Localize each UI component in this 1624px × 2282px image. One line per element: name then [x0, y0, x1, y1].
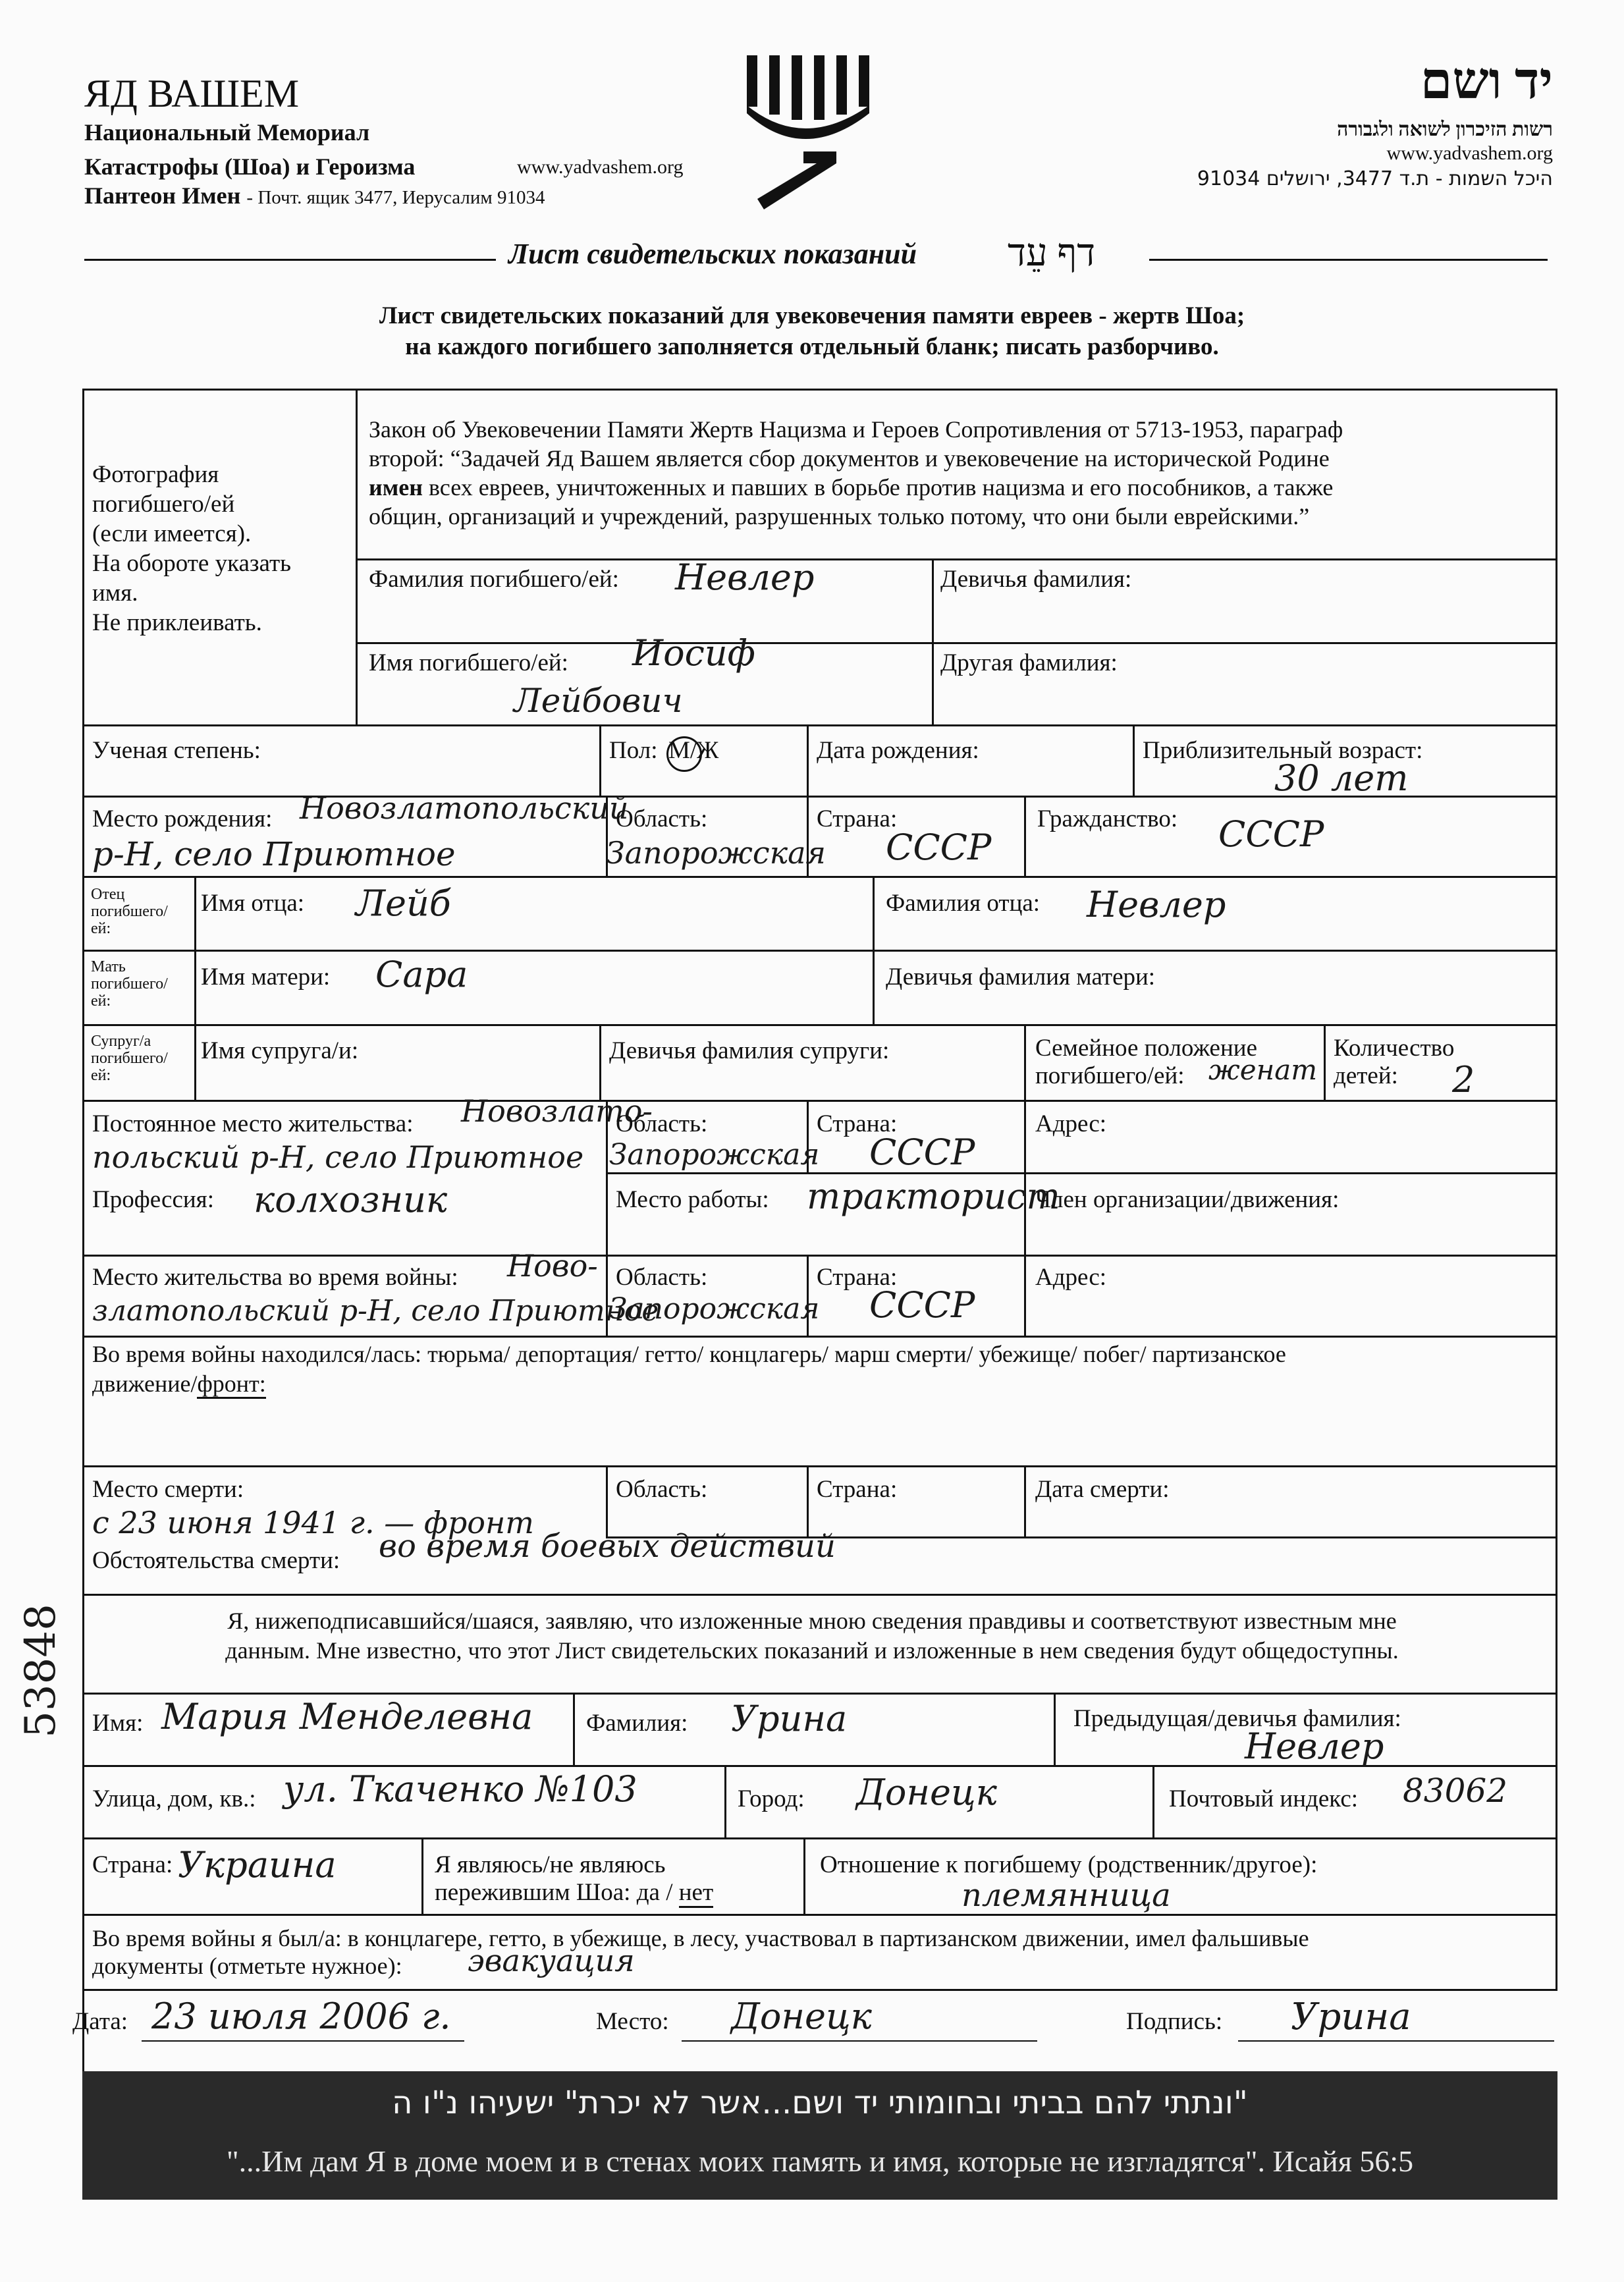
death-country-label: Страна:	[817, 1476, 898, 1503]
mother-name[interactable]: Сара	[375, 954, 468, 995]
signature[interactable]: Урина	[1291, 1996, 1411, 2038]
birth-region[interactable]: Запорожская	[606, 835, 826, 871]
signature-label: Подпись:	[1126, 2008, 1223, 2035]
sub-name[interactable]: Мария Менделевна	[161, 1696, 533, 1737]
death-date-label: Дата смерти:	[1035, 1476, 1170, 1503]
law-line3-rest: всех евреев, уничтоженных и павших в борьбе против нацизма и его пособников, а также	[422, 474, 1334, 501]
workplace[interactable]: тракторист	[807, 1176, 1060, 1217]
quote-ru: "...Им дам Я в доме моем и в стенах моих память и имя, которые не изгладятся". Исайя 56:5	[226, 2144, 1414, 2178]
perm-region[interactable]: Запорожская	[609, 1138, 820, 1172]
declaration-1: Я, нижеподписавшийся/шаяся, заявляю, что изложенные мною сведения правдивы и соответствуют известным мне	[227, 1608, 1397, 1634]
sub-prev[interactable]: Невлер	[1245, 1725, 1384, 1767]
sub-war-label-2: документы (отметьте нужное):	[92, 1953, 402, 1979]
law-line4: общин, организаций и учреждений, разрушенных только потому, что они были еврейскими.”	[369, 503, 1310, 530]
survivor-label-2	[435, 1878, 713, 1907]
site-left: www.yadvashem.org	[517, 156, 684, 178]
marital-status[interactable]: женат	[1208, 1054, 1318, 1086]
photo-l1: Фотография	[92, 461, 219, 488]
sub-street[interactable]: ул. Ткаченко №103	[283, 1768, 637, 1810]
instructions-2: на каждого погибшего заполняется отдельный бланк; писать разборчиво.	[405, 333, 1219, 360]
war-status-text-2	[92, 1370, 266, 1398]
quote-he: "ונתתי להם בביתי ובחומותי יד ושם...אשר לא יכרת" ישעיהו נ"ו ה	[392, 2084, 1248, 2121]
quote-banner	[82, 2071, 1557, 2200]
law-line1: Закон об Увековечении Памяти Жертв Нацизма и Героев Сопротивления от 5713-1953, параграф	[369, 416, 1343, 443]
victim-other-label: Другая фамилия:	[940, 649, 1118, 676]
father-surname[interactable]: Невлер	[1087, 884, 1226, 925]
father-surname-label: Фамилия отца:	[886, 890, 1041, 917]
children-label-2: детей:	[1334, 1062, 1398, 1089]
archive-number: 53848	[16, 1604, 65, 1738]
title-rule-right	[1149, 259, 1548, 261]
instructions-1: Лист свидетельских показаний для увековечения памяти евреев - жертв Шоа;	[379, 302, 1245, 329]
father-name[interactable]: Лейб	[356, 883, 451, 924]
perm-country[interactable]: СССР	[869, 1131, 975, 1173]
marital-label-1: Семейное положение	[1035, 1035, 1257, 1062]
org-pantheon: Пантеон Имен	[84, 182, 241, 209]
degree-label: Ученая степень:	[92, 737, 261, 764]
perm-address-label: Адрес:	[1035, 1110, 1107, 1137]
law-bold-word: имен	[369, 474, 423, 501]
sub-war-label-1: Во время войны я был/а: в концлагере, гетто, в убежище, в лесу, участвовал в партизанском движении, имел фальшивые	[92, 1925, 1309, 1951]
death-circ-label: Обстоятельства смерти:	[92, 1547, 340, 1574]
he-line4: היכל השמות - ת.ד 3477, ירושלים 91034	[1197, 167, 1553, 190]
war-status-front[interactable]: фронт:	[197, 1371, 265, 1399]
survivor-label-1: Я являюсь/не являюсь	[435, 1851, 666, 1878]
sub-war-value[interactable]: эвакуация	[468, 1943, 635, 1978]
birthplace-label: Место рождения:	[92, 805, 273, 832]
death-place[interactable]: с 23 июня 1941 г. — фронт	[92, 1505, 534, 1540]
children-count[interactable]: 2	[1452, 1059, 1475, 1100]
spouse-side-label: Супруг/а погибшего/ ей:	[91, 1033, 168, 1084]
death-circumstances[interactable]: во время боевых действий	[379, 1528, 836, 1565]
children-label-1: Количество	[1334, 1035, 1455, 1062]
citizenship-label: Гражданство:	[1037, 805, 1178, 832]
sign-place[interactable]: Донецк	[731, 1996, 872, 2037]
dob-label: Дата рождения:	[817, 737, 979, 764]
war-status-a: движение/	[92, 1371, 198, 1397]
profession[interactable]: колхозник	[254, 1179, 448, 1220]
victim-age[interactable]: 30 лет	[1274, 757, 1409, 799]
war-residence-label: Место жительства во время войны:	[92, 1264, 458, 1291]
mother-side-label: Мать погибшего/ ей:	[91, 958, 168, 1010]
birth-region-label: Область:	[616, 805, 708, 832]
war-country-label: Страна:	[817, 1264, 898, 1291]
survivor-no[interactable]: нет	[679, 1879, 713, 1908]
sub-prev-label: Предыдущая/девичья фамилия:	[1073, 1705, 1401, 1732]
perm-region-label: Область:	[616, 1110, 708, 1137]
age-label: Приблизительный возраст:	[1143, 737, 1423, 764]
photo-l5: имя.	[92, 580, 138, 607]
victim-name-label: Имя погибшего/ей:	[369, 649, 568, 676]
sign-date[interactable]: 23 июля 2006 г.	[151, 1996, 451, 2037]
victim-name[interactable]: Иосиф	[632, 632, 755, 674]
war-region[interactable]: Запорожская	[609, 1292, 820, 1326]
sub-zip[interactable]: 83062	[1403, 1772, 1508, 1810]
victim-maiden-label: Девичья фамилия:	[940, 566, 1132, 593]
law-line3	[369, 473, 1343, 502]
mother-maiden-label: Девичья фамилия матери:	[886, 964, 1156, 991]
yad-vashem-logo	[738, 53, 889, 217]
citizenship[interactable]: СССР	[1218, 813, 1324, 855]
birth-country-label: Страна:	[817, 805, 898, 832]
date-line	[142, 2040, 464, 2042]
form-title-he: דף עֵד	[1008, 231, 1096, 274]
member-label: Член организации/движения:	[1035, 1186, 1340, 1213]
birth-country[interactable]: СССР	[886, 827, 992, 868]
date-label: Дата:	[72, 2008, 128, 2035]
perm-residence-2[interactable]: польский р-Н, село Приютное	[92, 1139, 584, 1175]
relation[interactable]: племянница	[961, 1877, 1171, 1914]
sub-city-label: Город:	[738, 1785, 805, 1812]
victim-surname[interactable]: Невлер	[675, 557, 815, 598]
spouse-name-label: Имя супруга/и:	[201, 1037, 359, 1064]
sub-surname[interactable]: Урина	[731, 1698, 848, 1739]
org-line3: Катастрофы (Шоа) и Героизма	[84, 153, 416, 180]
sub-name-label: Имя:	[92, 1710, 144, 1737]
postal-ru: - Почт. ящик 3477, Иерусалим 91034	[246, 187, 545, 208]
photo-l3: (если имеется).	[92, 520, 252, 547]
mother-name-label: Имя матери:	[201, 964, 331, 991]
sub-zip-label: Почтовый индекс:	[1169, 1785, 1359, 1812]
father-name-label: Имя отца:	[201, 890, 305, 917]
birthplace-2[interactable]: р-Н, село Приютное	[92, 835, 456, 873]
war-region-label: Область:	[616, 1264, 708, 1291]
victim-surname-label: Фамилия погибшего/ей:	[369, 566, 619, 593]
perm-country-label: Страна:	[817, 1110, 898, 1137]
photo-l6: Не приклеивать.	[92, 609, 262, 636]
photo-l4: На обороте указать	[92, 550, 292, 577]
photo-box-instructions	[92, 460, 291, 638]
war-residence-1[interactable]: Ново-	[507, 1248, 598, 1284]
sub-surname-label: Фамилия:	[586, 1710, 688, 1737]
law-text	[369, 415, 1343, 531]
org-line4	[84, 182, 545, 209]
place-line	[682, 2040, 1037, 2042]
photo-l2: погибшего/ей	[92, 491, 235, 518]
war-residence-2[interactable]: златопольский р-Н, село Приютное	[92, 1294, 659, 1328]
birthplace-1[interactable]: Новозлатопольский	[300, 790, 629, 826]
site-right: www.yadvashem.org	[1386, 142, 1553, 164]
place-label: Место:	[596, 2008, 669, 2035]
law-line2: второй: “Задачей Яд Вашем является сбор документов и увековечение на исторической Родине	[369, 445, 1330, 472]
death-place-label: Место смерти:	[92, 1476, 244, 1503]
profession-label: Профессия:	[92, 1186, 214, 1213]
marital-label-2: погибшего/ей:	[1035, 1062, 1185, 1089]
war-status-text: Во время войны находился/лась: тюрьма/ депортация/ гетто/ концлагерь/ марш смерти/ убежище/ побег/ партизанское	[92, 1341, 1286, 1367]
perm-residence-1[interactable]: Новозлато-	[461, 1093, 653, 1129]
survivor-yes: пережившим Шоа: да /	[435, 1879, 679, 1906]
victim-patronymic[interactable]: Лейбович	[514, 682, 683, 720]
perm-residence-label: Постоянное место жительства:	[92, 1110, 414, 1137]
sex-value[interactable]: М/Ж	[668, 737, 719, 764]
org-line2: Национальный Мемориал	[84, 119, 370, 146]
sex-circle-mark	[666, 736, 702, 772]
father-side-label: Отец погибшего/ ей:	[91, 886, 168, 937]
workplace-label: Место работы:	[616, 1186, 769, 1213]
sub-city[interactable]: Донецк	[856, 1772, 997, 1813]
declaration-2: данным. Мне известно, что этот Лист свидетельских показаний и изложенные в нем сведения будут общедоступны.	[225, 1637, 1399, 1664]
signature-line	[1238, 2040, 1554, 2042]
death-region-label: Область:	[616, 1476, 708, 1503]
org-title-ru: ЯД ВАШЕМ	[84, 72, 300, 115]
sub-country-label: Страна:	[92, 1851, 173, 1878]
sub-street-label: Улица, дом, кв.:	[92, 1785, 256, 1812]
war-country[interactable]: СССР	[869, 1284, 975, 1326]
spouse-maiden-label: Девичья фамилия супруги:	[609, 1037, 890, 1064]
sub-country[interactable]: Украина	[178, 1844, 337, 1886]
sex-label: Пол:	[609, 737, 658, 764]
org-title-he: יד ושם	[1420, 52, 1553, 109]
he-line2: רשות הזיכרון לשואה ולגבורה	[1337, 119, 1553, 140]
war-address-label: Адрес:	[1035, 1264, 1107, 1291]
form-title-ru: Лист свидетельских показаний	[508, 238, 917, 270]
title-rule-left	[84, 259, 496, 261]
relation-label: Отношение к погибшему (родственник/другое):	[820, 1851, 1318, 1878]
